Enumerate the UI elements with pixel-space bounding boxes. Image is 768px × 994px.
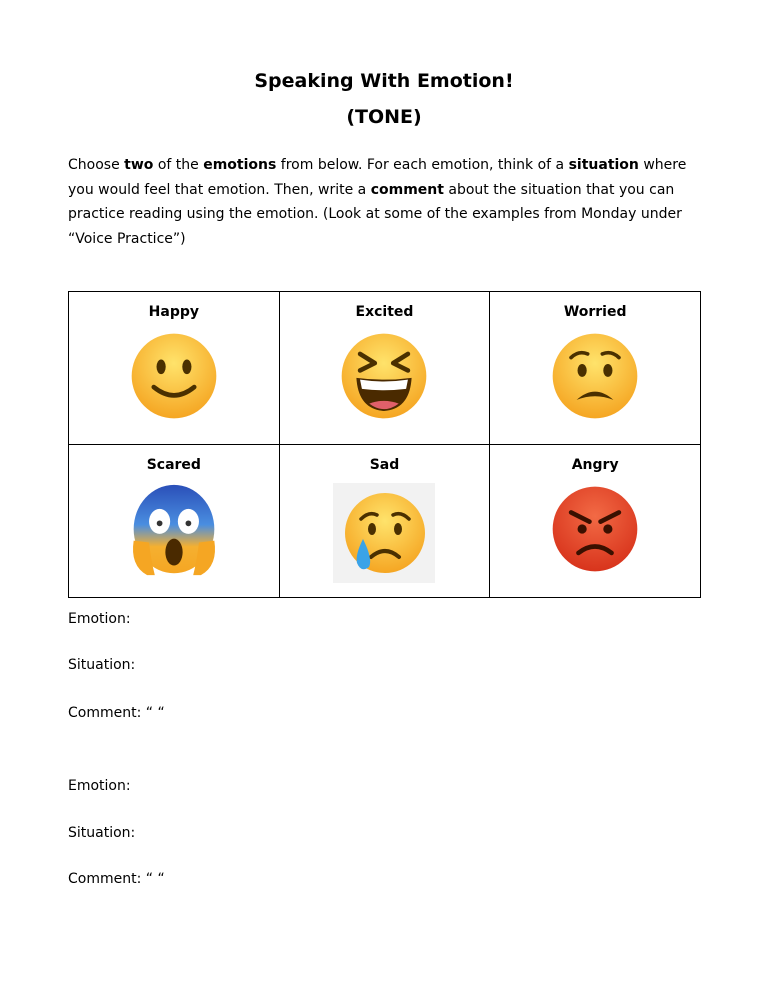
situation-field-1: Situation:	[68, 657, 136, 673]
crying-face-icon	[333, 483, 435, 583]
angry-face-icon	[549, 483, 641, 575]
emotion-cell-happy	[69, 292, 280, 445]
instructions-paragraph: Choose two of the emotions from below. For each emotion, think of a situation where you would feel that emotion. Then, write a comment about the situation that you can practice reading using the emotion. (Look at some of the examples from Monday under “Voice Practice”)	[68, 157, 687, 247]
emotion-cell-scared	[69, 445, 280, 598]
emotion-cell-excited	[279, 292, 490, 445]
emotion-field-1: Emotion:	[68, 611, 131, 627]
emotion-cell-worried	[490, 292, 701, 445]
slightly-smiling-face-icon	[128, 330, 220, 422]
emotion-field-2: Emotion:	[68, 778, 131, 794]
emotion-label: Happy	[148, 304, 199, 320]
page-subtitle: (TONE)	[346, 106, 422, 128]
emotion-cell-angry	[490, 445, 701, 598]
worried-face-icon	[549, 330, 641, 422]
emotion-label: Angry	[571, 457, 619, 473]
grinning-squinting-face-icon	[338, 330, 430, 422]
emotion-label: Worried	[563, 304, 627, 320]
page-title: Speaking With Emotion!	[254, 70, 514, 92]
comment-field-2: Comment: “ “	[68, 871, 165, 887]
emotions-table	[68, 291, 701, 598]
comment-field-1: Comment: “ “	[68, 705, 165, 721]
emotion-label: Scared	[146, 457, 201, 473]
emotion-cell-sad	[279, 445, 490, 598]
emotion-label: Excited	[355, 304, 414, 320]
situation-field-2: Situation:	[68, 825, 136, 841]
screaming-face-icon	[126, 483, 222, 579]
emotion-label: Sad	[369, 457, 400, 473]
